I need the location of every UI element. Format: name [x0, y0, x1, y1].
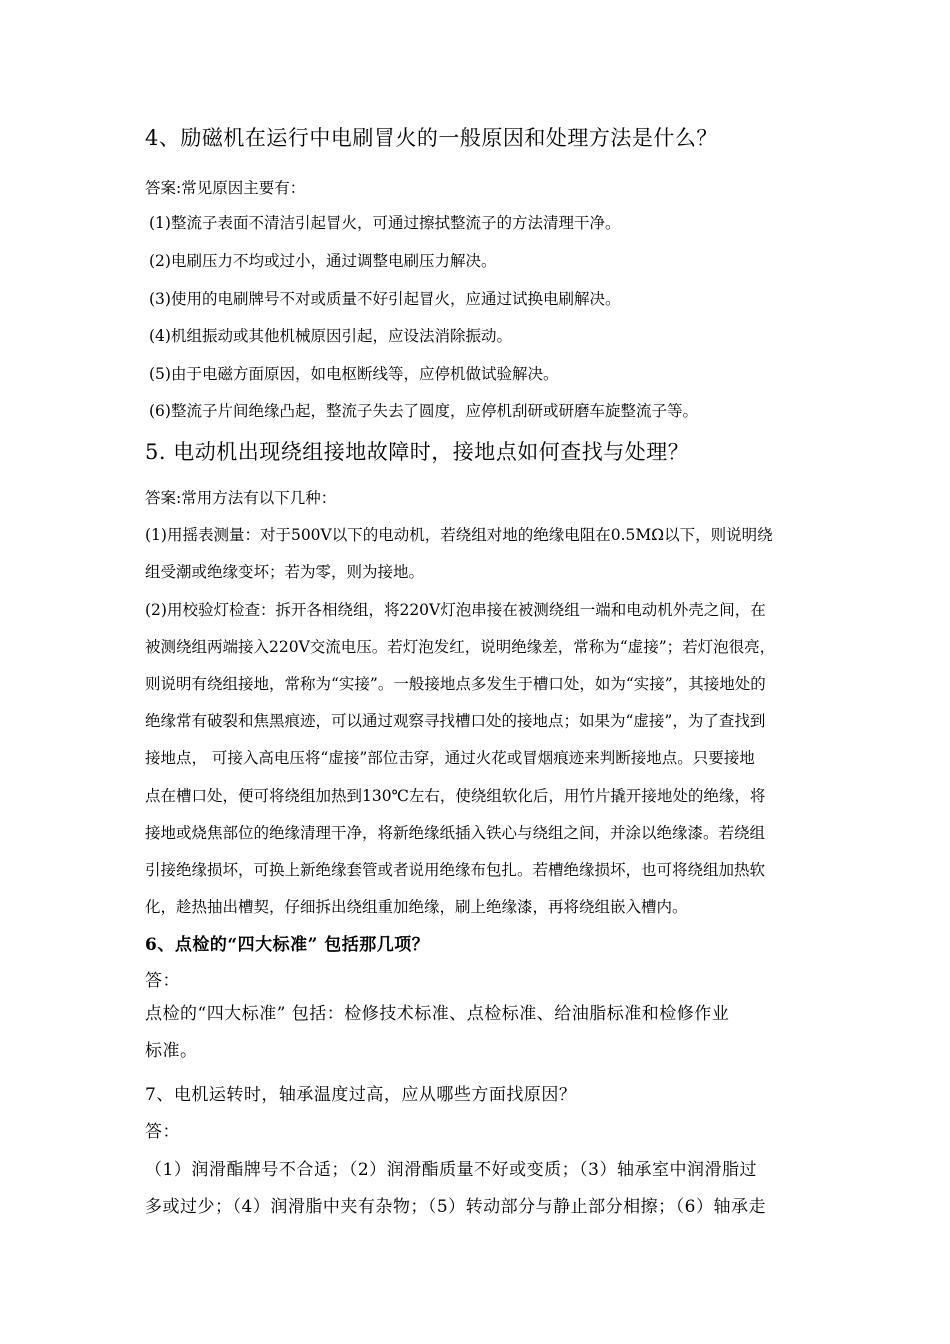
question-5-line: 则说明有绕组接地，常称为“实接”。一般接地点多发生于槽口处，如为“实接”，其接地处的: [145, 675, 766, 693]
question-6-title: 6、点检的“四大标准” 包括那几项？: [145, 935, 430, 955]
question-5-title: 5. 电动机出现绕组接地故障时，接地点如何查找与处理？: [145, 440, 690, 464]
question-5-line: 绝缘常有破裂和焦黑痕迹，可以通过观察寻找槽口处的接地点；如果为“虚接”，为了查找到: [145, 712, 766, 730]
question-5-line: 被测绕组两端接入220V交流电压。若灯泡发红，说明绝缘差，常称为“虚接”；若灯泡很亮，: [145, 638, 776, 656]
question-5-line: 引接绝缘损坏，可换上新绝缘套管或者说用绝缘布包扎。若槽绝缘损坏，也可将绕组加热软: [145, 861, 766, 879]
question-4-item: (1)整流子表面不清洁引起冒火，可通过擦拭整流子的方法清理干净。: [149, 214, 621, 232]
question-7-answer-label: 答：: [145, 1122, 180, 1142]
question-5-line: 接地或烧焦部位的绝缘清理干净，将新绝缘纸插入铁心与绕组之间，并涂以绝缘漆。若绕组: [145, 824, 766, 842]
question-6-line: 标准。: [145, 1041, 198, 1061]
question-4-item: (4)机组振动或其他机械原因引起，应设法消除振动。: [149, 327, 512, 345]
question-6-answer-label: 答：: [145, 971, 180, 991]
question-7-line: 多或过少；（4）润滑脂中夹有杂物；（5）转动部分与静止部分相擦；（6）轴承走: [145, 1197, 766, 1217]
question-5-line: (1)用摇表测量：对于500V以下的电动机，若绕组对地的绝缘电阻在0.5MΩ以下，则说明绕: [145, 526, 773, 544]
question-7-title: 7、电机运转时，轴承温度过高，应从哪些方面找原因？: [145, 1085, 577, 1105]
question-5-line: (2)用校验灯检查：拆开各相绕组，将220V灯泡串接在被测绕组一端和电动机外壳之间，在: [145, 601, 766, 619]
question-5-line: 化，趁热抽出槽契，仔细拆出绕组重加绝缘，刷上绝缘漆，再将绕组嵌入槽内。: [145, 898, 688, 916]
question-4-item: (5)由于电磁方面原因，如电枢断线等，应停机做试验解决。: [149, 365, 559, 383]
question-4-answer-intro: 答案:常见原因主要有：: [145, 179, 306, 197]
question-4-item: (3)使用的电刷牌号不对或质量不好引起冒火，应通过试换电刷解决。: [149, 290, 621, 308]
question-5-line: 点在槽口处，便可将绕组加热到130℃左右，使绕组软化后，用竹片撬开接地处的绝缘，将: [145, 787, 766, 805]
question-5-answer-intro: 答案:常用方法有以下几种：: [145, 489, 337, 507]
question-4-title: 4、励磁机在运行中电刷冒火的一般原因和处理方法是什么？: [145, 126, 718, 150]
question-5-line: 组受潮或绝缘变坏；若为零，则为接地。: [145, 563, 425, 581]
question-4-item: (2)电刷压力不均或过小，通过调整电刷压力解决。: [149, 252, 497, 270]
question-5-line: 接地点， 可接入高电压将“虚接”部位击穿，通过火花或冒烟痕迹来判断接地点。只要接地: [145, 749, 755, 767]
question-6-line: 点检的“四大标准” 包括：检修技术标准、点检标准、给油脂标准和检修作业: [145, 1004, 730, 1024]
question-4-item: (6)整流子片间绝缘凸起，整流子失去了圆度，应停机刮研或研磨车旋整流子等。: [149, 402, 698, 420]
question-7-line: （1）润滑酯牌号不合适；（2）润滑酯质量不好或变质；（3）轴承室中润滑脂过: [145, 1160, 757, 1180]
